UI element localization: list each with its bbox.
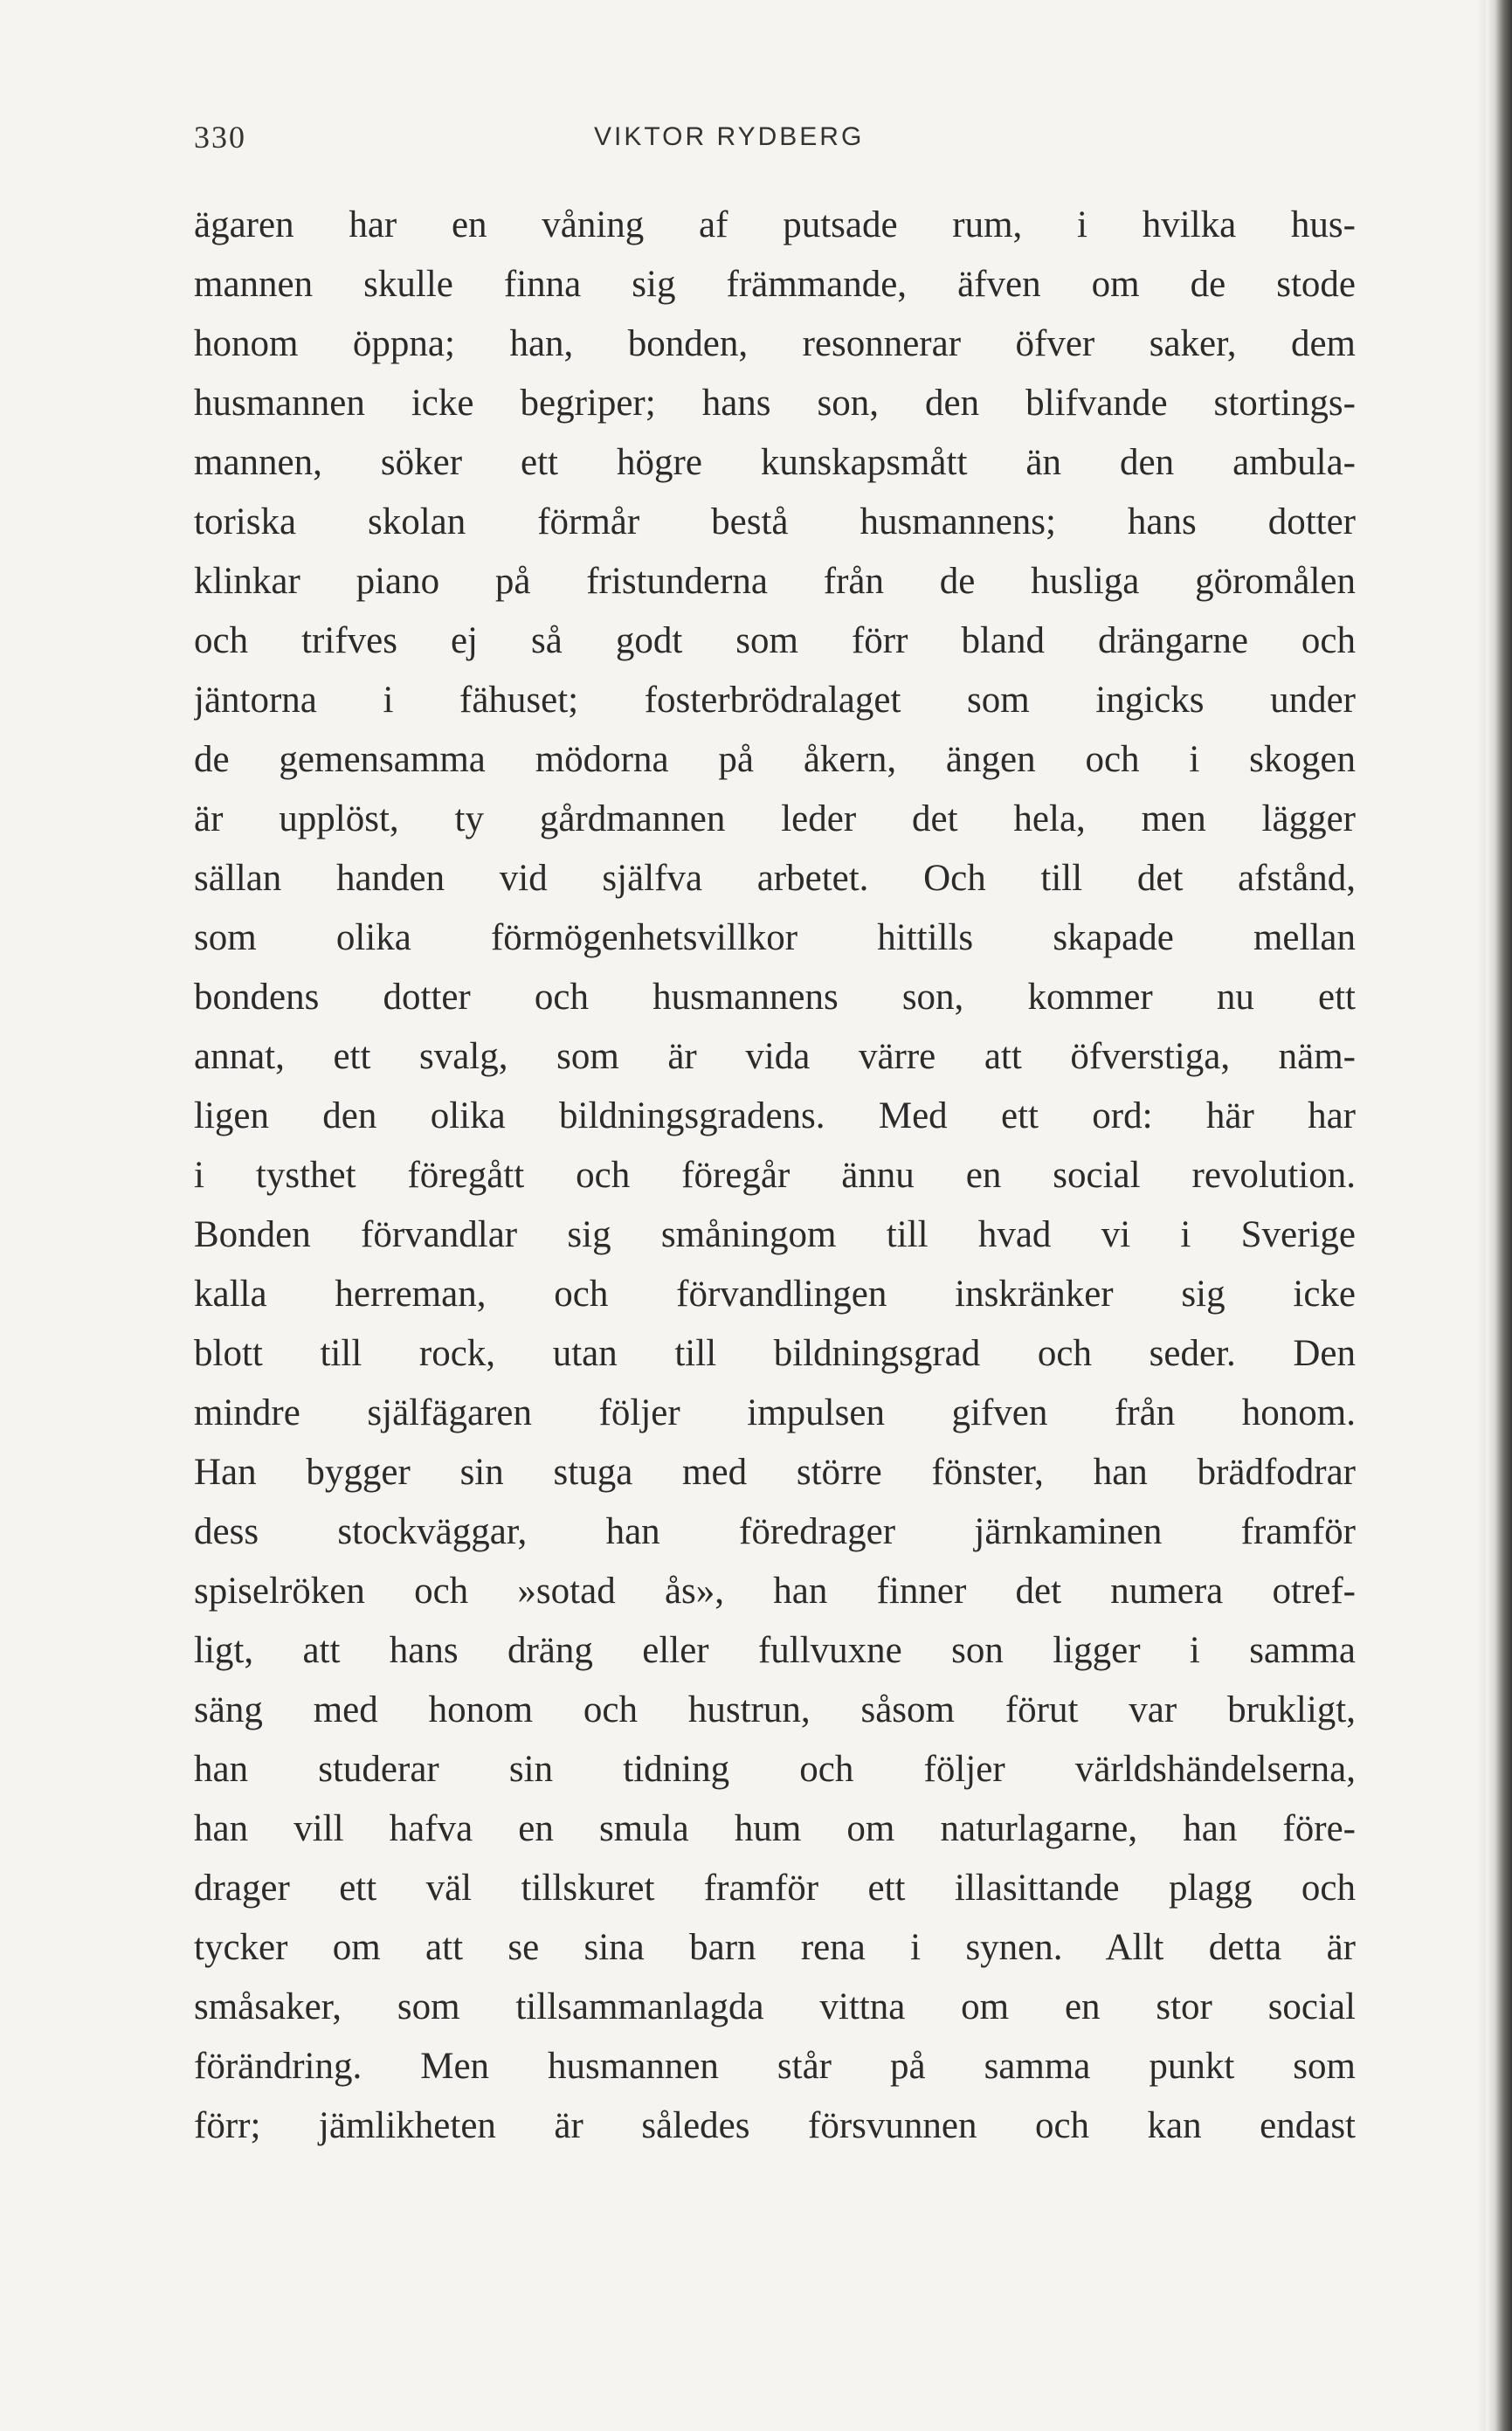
text-line: Bonden förvandlar sig småningom till hvad vi i Sverige (194, 1214, 1356, 1255)
text-line: tycker om att se sina barn rena i synen. Allt detta är (194, 1927, 1356, 1968)
text-line: förr; jämlikheten är således försvunnen och kan endast (194, 2105, 1356, 2146)
body-text (194, 196, 1356, 2156)
text-line: blott till rock, utan till bildningsgrad och seder. Den (194, 1333, 1356, 1374)
text-line: han vill hafva en smula hum om naturlagarne, han före- (194, 1808, 1356, 1849)
text-line: som olika förmögenhetsvillkor hittills skapade mellan (194, 917, 1356, 958)
page-header (194, 114, 1356, 157)
text-line: drager ett väl tillskuret framför ett illasittande plagg och (194, 1868, 1356, 1909)
text-line: mannen skulle finna sig främmande, äfven om de stode (194, 264, 1356, 305)
text-line: småsaker, som tillsammanlagda vittna om en stor social (194, 1986, 1356, 2027)
text-line: ägaren har en våning af putsade rum, i hvilka hus- (194, 204, 1356, 245)
text-line: ligt, att hans dräng eller fullvuxne son ligger i samma (194, 1630, 1356, 1671)
text-line: i tysthet föregått och föregår ännu en social revolution. (194, 1155, 1356, 1196)
text-line: bondens dotter och husmannens son, kommer nu ett (194, 977, 1356, 1018)
binding-shadow (1477, 0, 1486, 2431)
text-line: dess stockväggar, han föredrager järnkaminen framför (194, 1511, 1356, 1552)
text-line: förändring. Men husmannen står på samma punkt som (194, 2046, 1356, 2087)
running-title: VIKTOR RYDBERG (594, 122, 865, 151)
text-line: jäntorna i fähuset; fosterbrödralaget som ingicks under (194, 680, 1356, 721)
text-line: spiselröken och »sotad ås», han finner det numera otref- (194, 1571, 1356, 1612)
text-line: husmannen icke begriper; hans son, den blifvande stortings- (194, 383, 1356, 424)
text-line: honom öppna; han, bonden, resonnerar öfver saker, dem (194, 323, 1356, 364)
page-edge (1486, 0, 1512, 2431)
text-line: de gemensamma mödorna på åkern, ängen och i skogen (194, 739, 1356, 780)
text-line: ligen den olika bildningsgradens. Med ett ord: här har (194, 1095, 1356, 1136)
text-line: mannen, söker ett högre kunskapsmått än den ambula- (194, 442, 1356, 483)
text-line: klinkar piano på fristunderna från de husliga göromålen (194, 561, 1356, 602)
text-line: annat, ett svalg, som är vida värre att öfverstiga, näm- (194, 1036, 1356, 1077)
text-line: sällan handen vid själfva arbetet. Och till det afstånd, (194, 858, 1356, 899)
text-line: toriska skolan förmår bestå husmannens; hans dotter (194, 501, 1356, 542)
text-line: Han bygger sin stuga med större fönster, han brädfodrar (194, 1452, 1356, 1493)
text-line: är upplöst, ty gårdmannen leder det hela, men lägger (194, 798, 1356, 839)
text-line: han studerar sin tidning och följer världshändelserna, (194, 1749, 1356, 1790)
text-line: och trifves ej så godt som förr bland drängarne och (194, 620, 1356, 661)
text-line: säng med honom och hustrun, såsom förut var brukligt, (194, 1689, 1356, 1730)
text-line: kalla herreman, och förvandlingen inskränker sig icke (194, 1274, 1356, 1315)
text-line: mindre själfägaren följer impulsen gifven från honom. (194, 1392, 1356, 1433)
page-number: 330 (194, 120, 246, 155)
